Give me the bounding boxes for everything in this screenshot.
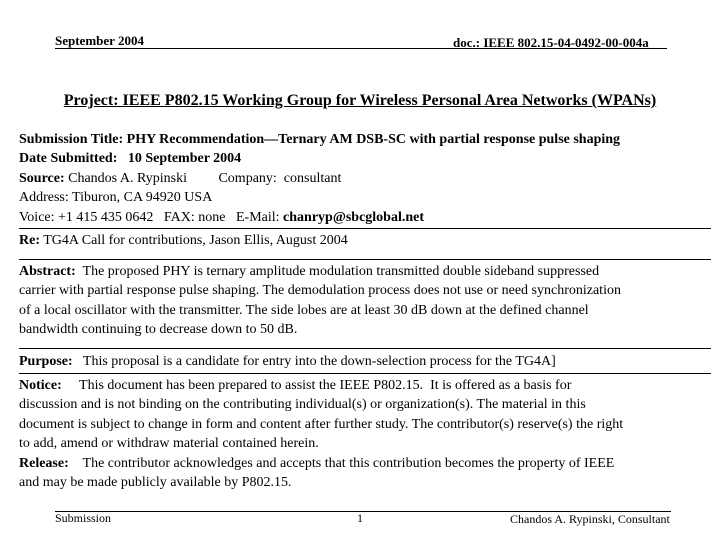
abstract-line: of a local oscillator with the transmitter. The side lobes are at least 30 dB down at the defined channel xyxy=(19,302,589,318)
footer-page-number: 1 xyxy=(357,511,363,525)
voice-line xyxy=(19,208,719,227)
release-line: and may be made publicly available by P802.15. xyxy=(19,475,292,491)
submission-title-value: PHY Recommendation—Ternary AM DSB-SC with partial response pulse shaping xyxy=(123,132,621,147)
voice-fax-text: Voice: +1 415 435 0642 FAX: none E-Mail: xyxy=(19,209,284,225)
notice-line: discussion and is not binding on the contributing individual(s) or organization(s). The material in this xyxy=(19,397,586,413)
address-line: Address: Tiburon, CA 94920 USA xyxy=(19,190,213,206)
abstract-line xyxy=(19,262,719,281)
release-line xyxy=(19,454,719,473)
date-submitted-value: 10 September 2004 xyxy=(117,151,242,167)
abstract-block xyxy=(19,262,719,340)
date-submitted-label: Date Submitted: xyxy=(19,151,118,167)
notice-line: to add, amend or withdraw material contained herein. xyxy=(19,436,319,452)
abstract-text: The proposed PHY is ternary amplitude modulation transmitted double sideband suppressed xyxy=(75,264,600,279)
notice-label: Notice: xyxy=(19,378,62,393)
purpose-label: Purpose: xyxy=(19,354,73,369)
header-date: September 2004 xyxy=(55,33,144,48)
source-label: Source: xyxy=(19,170,65,186)
notice-line xyxy=(19,376,719,395)
notice-line: document is subject to change in form and content after further study. The contributor(s) reserve(s) the right xyxy=(19,416,624,432)
header-doc-id: doc.: IEEE 802.15-04-0492-00-004a xyxy=(453,35,649,50)
divider xyxy=(19,228,711,229)
purpose-text: This proposal is a candidate for entry into the down-selection process for the TG4A] xyxy=(72,354,556,369)
header-rule xyxy=(55,48,667,49)
footer-submission: Submission xyxy=(55,511,112,525)
date-submitted-line xyxy=(19,149,719,168)
footer-author: Chandos A. Rypinski, Consultant xyxy=(510,512,670,526)
notice-release-block xyxy=(19,376,719,492)
purpose-line xyxy=(19,352,719,371)
re-label: Re: xyxy=(19,233,40,248)
re-line xyxy=(19,231,719,250)
submission-title-line xyxy=(19,130,719,149)
release-label: Release: xyxy=(19,455,69,471)
source-line xyxy=(19,169,719,188)
divider xyxy=(19,259,711,260)
divider xyxy=(19,373,711,374)
submission-block xyxy=(19,130,719,227)
abstract-line: bandwidth continuing to decrease down to 50 dB. xyxy=(19,322,298,338)
source-value: Chandos A. Rypinski Company: consultant xyxy=(64,170,342,186)
release-text: The contributor acknowledges and accepts that this contribution becomes the property of IEEE xyxy=(68,455,615,471)
submission-title-label: Submission Title: xyxy=(19,132,124,147)
notice-text: This document has been prepared to assist the IEEE P802.15. It is offered as a basis for xyxy=(61,378,572,393)
divider xyxy=(19,348,711,349)
purpose-block xyxy=(19,352,719,371)
abstract-label: Abstract: xyxy=(19,264,76,279)
email-value: chanryp@sbcglobal.net xyxy=(283,209,425,225)
re-block xyxy=(19,231,719,250)
re-value: TG4A Call for contributions, Jason Ellis, August 2004 xyxy=(40,233,348,248)
abstract-line: carrier with partial response pulse shaping. The demodulation process does not use or need synchronization xyxy=(19,283,621,299)
page-title: Project: IEEE P802.15 Working Group for Wireless Personal Area Networks (WPANs) xyxy=(63,92,657,109)
